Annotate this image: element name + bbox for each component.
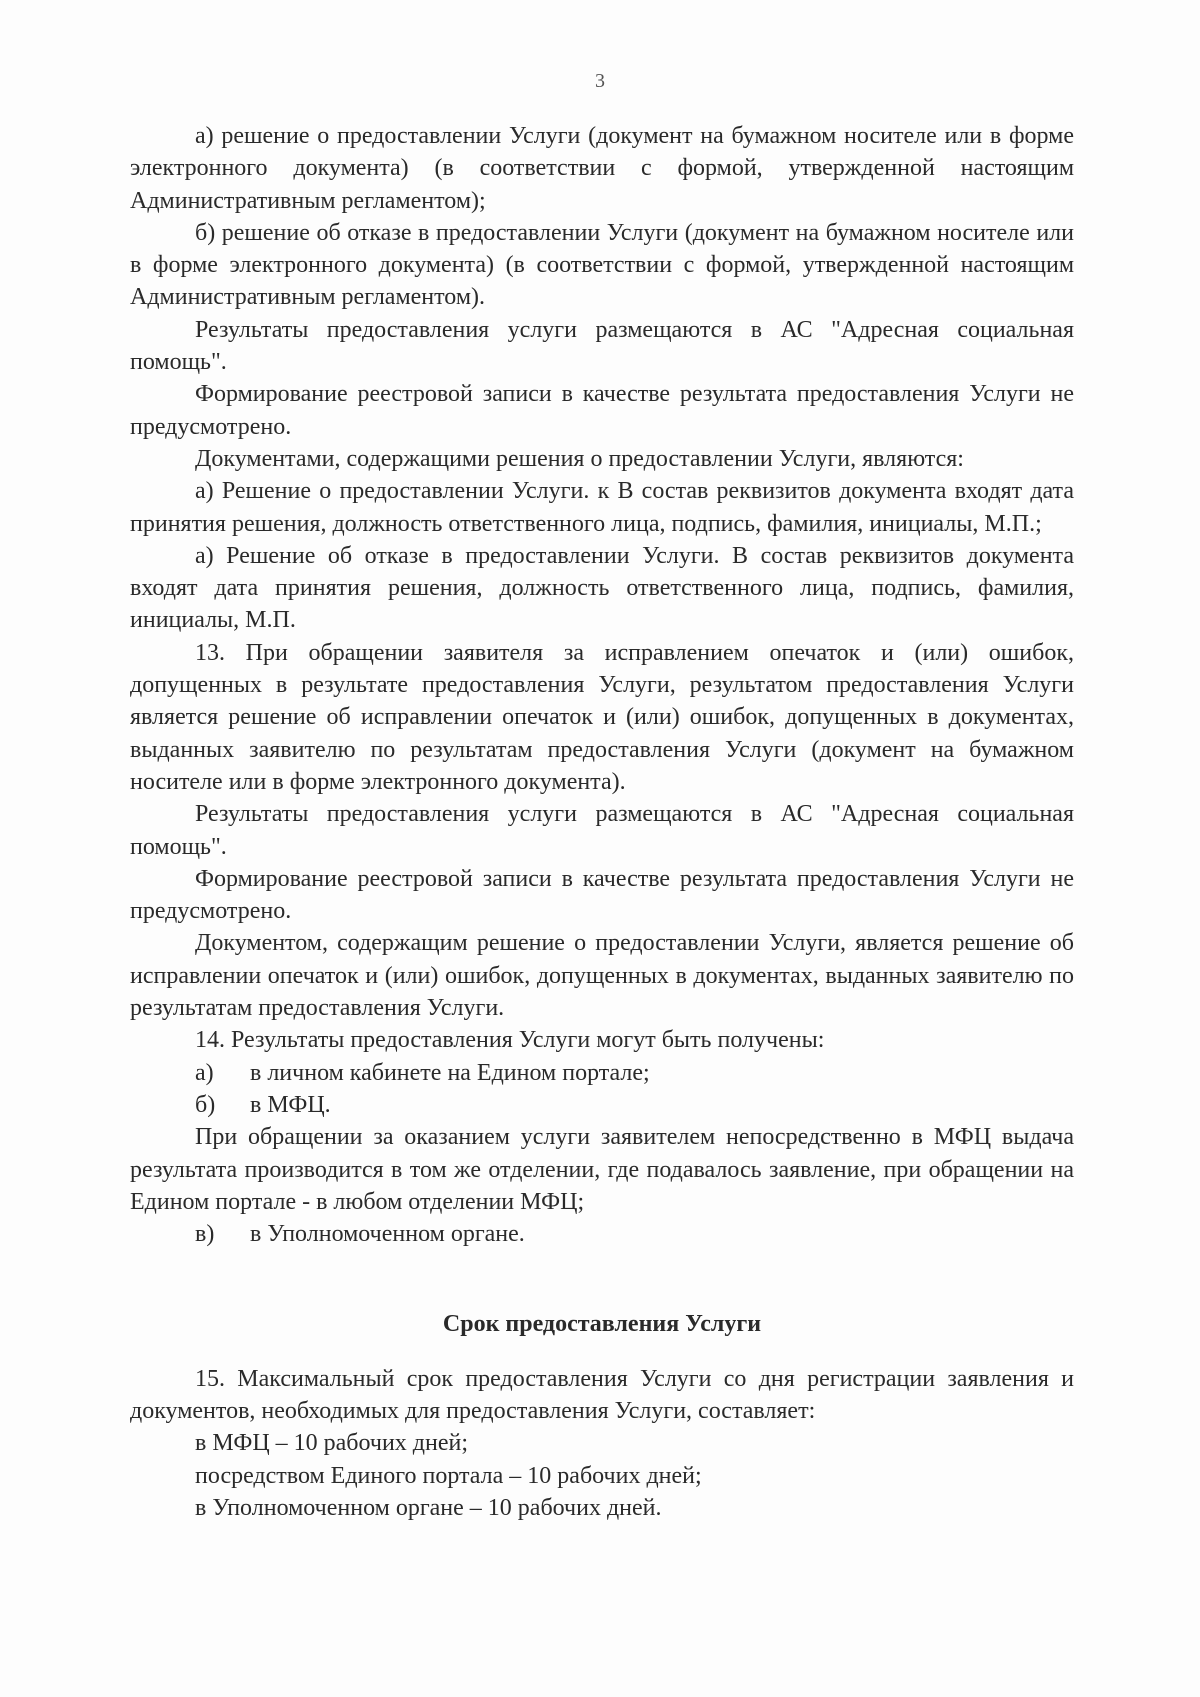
paragraph: Формирование реестровой записи в качестве результата предоставления Услуги не предусмотрено.	[130, 381, 1074, 440]
list-item	[130, 1089, 1074, 1121]
list-item-text: в МФЦ.	[250, 1091, 331, 1118]
paragraph: 15. Максимальный срок предоставления Услуги со дня регистрации заявления и документов, необходимых для предоставления Услуги, составляет:	[130, 1365, 1074, 1424]
paragraph: а) решение о предоставлении Услуги (документ на бумажном носителе или в форме электронного документа) (в соответствии с формой, утвержденной настоящим Административным регламентом);	[130, 123, 1074, 214]
paragraph: 14. Результаты предоставления Услуги могут быть получены:	[195, 1027, 825, 1054]
paragraph: Документом, содержащим решение о предоставлении Услуги, является решение об исправлении опечаток и (или) ошибок, допущенных в документах, выданных заявителю по результатам предоставления Услуги.	[130, 930, 1074, 1022]
paragraph: При обращении за оказанием услуги заявителем непосредственно в МФЦ выдача результата производится в том же отделении, где подавалось заявление, при обращении на Едином портале - в любом отделении МФЦ;	[130, 1124, 1074, 1215]
term-line: в Уполномоченном органе – 10 рабочих дней.	[195, 1494, 662, 1521]
paragraph: Результаты предоставления услуги размещаются в АС "Адресная социальная помощь".	[130, 316, 1074, 376]
page-number: 3	[595, 70, 605, 92]
document-body	[130, 120, 1074, 1524]
term-line: в МФЦ – 10 рабочих дней;	[195, 1430, 469, 1457]
section-heading: Срок предоставления Услуги	[442, 1311, 762, 1338]
list-item	[130, 1057, 1074, 1089]
paragraph: б) решение об отказе в предоставлении Услуги (документ на бумажном носителе или в форме электронного документа) (в соответствии с формой, утвержденной настоящим Административным регламентом).	[130, 219, 1074, 311]
paragraph: 13. При обращении заявителя за исправлением опечаток и (или) ошибок, допущенных в результате предоставления Услуги, результатом предоставления Услуги является решение об исправлении опечаток и (или) ошибок, допущенных в документах, выданных заявителю по результатам предоставления Услуги (документ на бумажном носителе или в форме электронного документа).	[130, 639, 1074, 795]
list-item	[130, 1218, 1074, 1250]
paragraph: а) Решение об отказе в предоставлении Услуги. В состав реквизитов документа входят дата принятия решения, должность ответственного лица, подпись, фамилия, инициалы, М.П.	[130, 542, 1074, 634]
list-item-text: в Уполномоченном органе.	[250, 1221, 525, 1248]
paragraph: Документами, содержащими решения о предоставлении Услуги, являются:	[195, 445, 964, 472]
term-line: посредством Единого портала – 10 рабочих дней;	[195, 1462, 702, 1489]
paragraph: Результаты предоставления услуги размещаются в АС "Адресная социальная помощь".	[130, 801, 1074, 860]
paragraph: а) Решение о предоставлении Услуги. к В состав реквизитов документа входят дата принятия решения, должность ответственного лица, подпись, фамилия, инициалы, М.П.;	[130, 478, 1074, 537]
list-marker: б)	[195, 1091, 216, 1118]
list-item-text: в личном кабинете на Едином портале;	[250, 1059, 650, 1086]
list-marker: а)	[195, 1059, 214, 1086]
paragraph: Формирование реестровой записи в качестве результата предоставления Услуги не предусмотрено.	[130, 865, 1074, 925]
list-marker: в)	[195, 1221, 215, 1248]
